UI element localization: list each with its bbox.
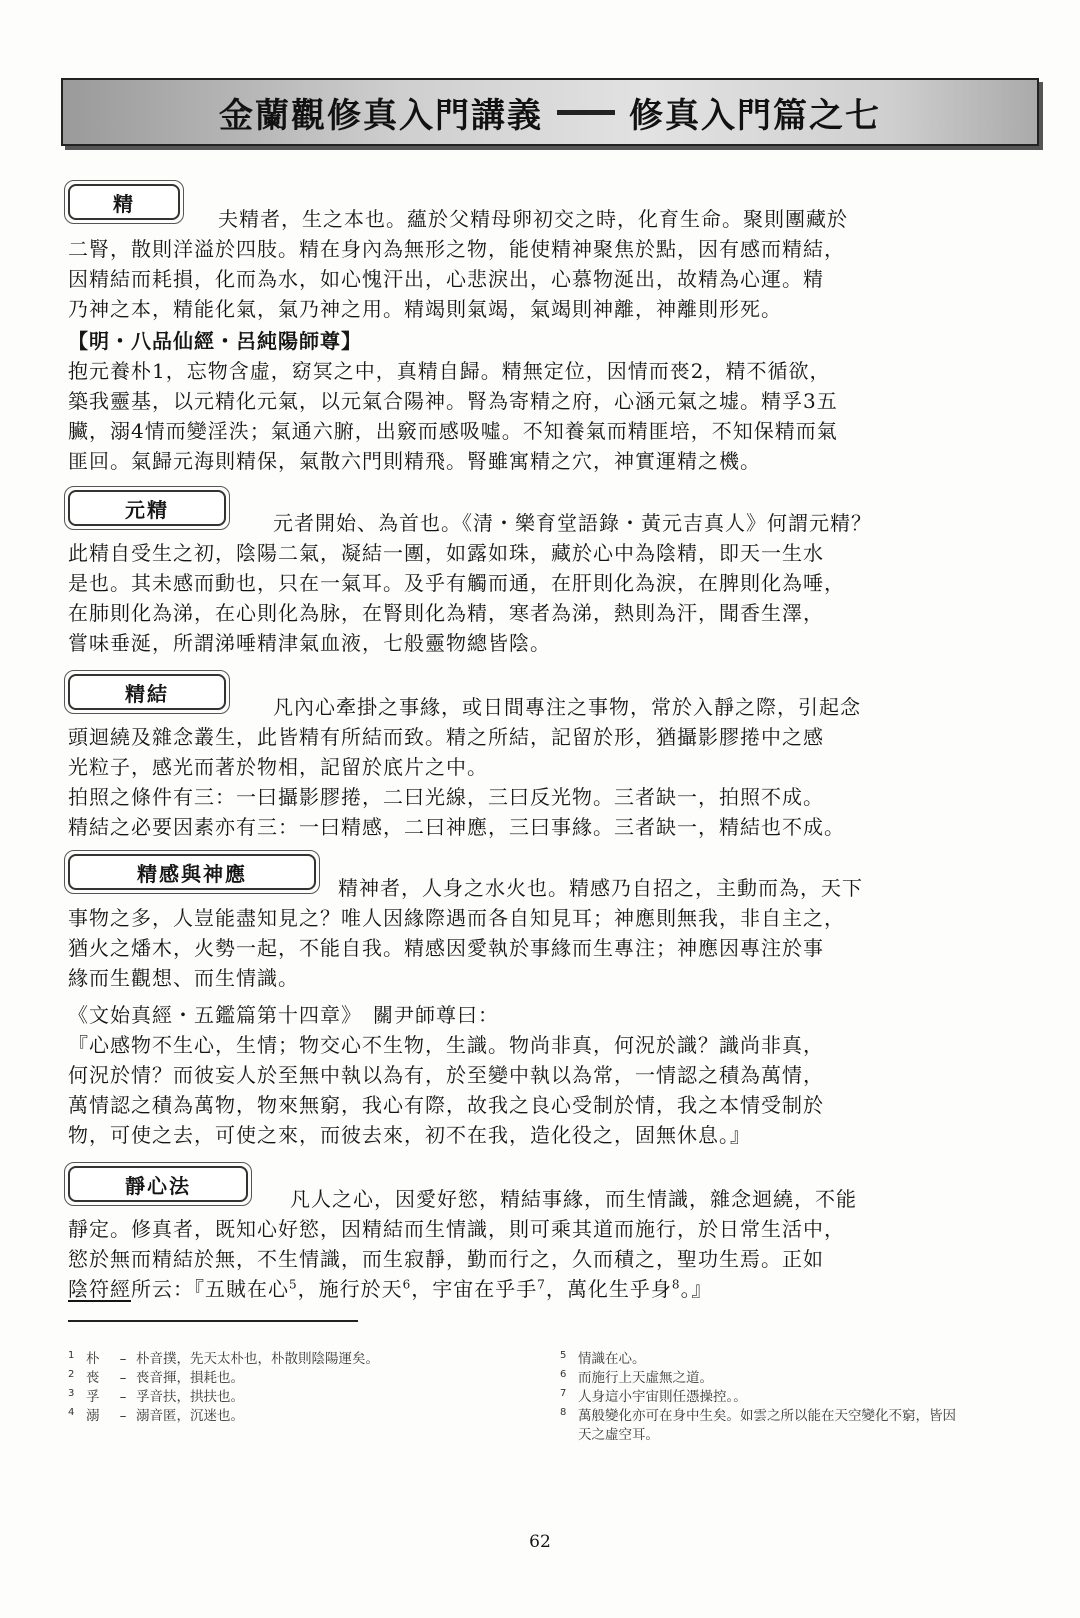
footnote bbox=[560, 1407, 960, 1445]
footnote bbox=[68, 1369, 508, 1388]
footnote-term: 朴 bbox=[86, 1351, 100, 1367]
footnote-text: 䘮音揮，損耗也。 bbox=[136, 1370, 244, 1386]
section-jingjie-text bbox=[68, 692, 988, 842]
page-subtitle: 修真入門篇之七 bbox=[629, 95, 881, 136]
footnote bbox=[560, 1369, 960, 1388]
footnote-number: 2 bbox=[68, 1369, 75, 1380]
page-title-banner bbox=[61, 78, 1039, 146]
text-line: 光粒子，感光而著於物相，記留於底片之中。 bbox=[68, 755, 488, 779]
text-line: 緣而生觀想、而生情識。 bbox=[68, 966, 299, 990]
quote-text: 所云：『五賊在心 bbox=[131, 1277, 289, 1301]
text-line: 元者開始、為首也。《清・樂育堂語錄・黃元吉真人》何謂元精？ bbox=[273, 511, 872, 535]
section-label: 精 bbox=[68, 184, 180, 220]
quote-text: ，萬化生乎身 bbox=[545, 1277, 672, 1301]
text-line: 慾於無而精結於無，不生情識，而生寂靜，勤而行之，久而積之，聖功生焉。正如 bbox=[68, 1247, 824, 1271]
footnote bbox=[68, 1350, 508, 1369]
footnote-ref: 8 bbox=[671, 1277, 681, 1292]
section-label: 元精 bbox=[68, 490, 226, 526]
text-line: 乃神之本，精能化氣，氣乃神之用。精竭則氣竭，氣竭則神離，神離則形死。 bbox=[68, 297, 782, 321]
title-dash bbox=[557, 110, 615, 115]
text-line: 是也。其未感而動也，只在一氣耳。及乎有觸而通，在肝則化為淚，在脾則化為唾， bbox=[68, 571, 845, 595]
citation-source: 《文始真經・五鑑篇第十四章》 關尹師尊曰： bbox=[68, 1003, 499, 1027]
text-line bbox=[68, 1274, 988, 1304]
section-jingxinfa-text bbox=[68, 1184, 988, 1304]
section-yuanjing-text bbox=[68, 508, 988, 658]
text-line: 精神者，人身之水火也。精感乃自招之，主動而為，天下 bbox=[338, 876, 863, 900]
citation-lv-chunyang bbox=[68, 326, 988, 476]
citation-wenshi-zhenjing bbox=[68, 1000, 988, 1150]
page-title: 金蘭觀修真入門講義 bbox=[219, 95, 543, 136]
footnote bbox=[68, 1407, 508, 1426]
page-number: 62 bbox=[529, 1532, 551, 1552]
footnote-term: 孚 bbox=[86, 1389, 100, 1405]
citation-source: 【明・八品仙經・呂純陽師尊】 bbox=[68, 329, 362, 353]
footnote-text: 朴音撲，先天太朴也，朴散則陰陽運矣。 bbox=[136, 1351, 379, 1367]
text-line: 萬情認之積為萬物，物來無窮，我心有際，故我之良心受制於情，我之本情受制於 bbox=[68, 1093, 824, 1117]
footnote-text: 人身這小宇宙則任憑操控。。 bbox=[578, 1389, 747, 1405]
footnote-ref: 7 bbox=[537, 1277, 546, 1292]
text-line: 靜定。修真者，既知心好慾，因精結而生情識，則可乘其道而施行，於日常生活中， bbox=[68, 1217, 845, 1241]
quote-text: ，宇宙在乎手 bbox=[411, 1277, 538, 1301]
text-line: 凡人之心，因愛好慾，精結事緣，而生情識，雜念迴繞，不能 bbox=[290, 1187, 857, 1211]
text-line: 二腎，散則洋溢於四肢。精在身內為無形之物，能使精神聚焦於點，因有感而精結， bbox=[68, 237, 845, 261]
footnote-text: 孚音扶，拱扶也。 bbox=[136, 1389, 244, 1405]
footnote-number: 1 bbox=[68, 1350, 75, 1361]
footnote-number: 6 bbox=[560, 1369, 567, 1380]
text-line: 何況於情？而彼妄人於至無中執以為有，於至變中執以為常，一情認之積為萬情， bbox=[68, 1063, 824, 1087]
footnote-ref: 5 bbox=[289, 1277, 298, 1292]
footnote-number: 4 bbox=[68, 1407, 75, 1418]
footnote-text: 而施行上天虛無之道。 bbox=[578, 1370, 713, 1386]
text-line: 夫精者，生之本也。蘊於父精母卵初交之時，化育生命。聚則團藏於 bbox=[218, 207, 848, 231]
text-line: 此精自受生之初，陰陽二氣，凝結一團，如露如珠，藏於心中為陰精，即天一生水 bbox=[68, 541, 824, 565]
text-line: 因精結而耗損，化而為水，如心愧汗出，心悲淚出，心慕物涎出，故精為心運。精 bbox=[68, 267, 824, 291]
footnote bbox=[560, 1350, 960, 1369]
footnote-number: 5 bbox=[560, 1350, 567, 1361]
text-line: 築我靈基，以元精化元氣，以元氣合陽神。腎為寄精之府，心涵元氣之墟。精孚3五 bbox=[68, 389, 838, 413]
footnote-text: 情識在心。 bbox=[578, 1351, 646, 1367]
footnote bbox=[68, 1388, 508, 1407]
text-line: 精結之必要因素亦有三：一曰精感，二曰神應，三曰事緣。三者缺一，精結也不成。 bbox=[68, 815, 845, 839]
footnotes-right bbox=[560, 1350, 960, 1445]
footnote-dash: – bbox=[119, 1389, 127, 1405]
text-line: 拍照之條件有三：一曰攝影膠捲，二曰光線，三曰反光物。三者缺一，拍照不成。 bbox=[68, 785, 824, 809]
footnote-number: 8 bbox=[560, 1407, 567, 1418]
text-line: 在肺則化為涕，在心則化為脉，在腎則化為精，寒者為涕，熱則為汗，聞香生澤， bbox=[68, 601, 824, 625]
footnote-ref: 6 bbox=[402, 1277, 412, 1292]
footnote-term: 溺 bbox=[86, 1408, 100, 1424]
section-jing-text bbox=[68, 204, 988, 324]
footnotes-left bbox=[68, 1350, 508, 1426]
text-line: 事物之多，人豈能盡知見之？唯人因緣際遇而各自知見耳；神應則無我，非自主之， bbox=[68, 906, 845, 930]
quote-text: 。』 bbox=[680, 1277, 713, 1301]
footnote-number: 3 bbox=[68, 1388, 75, 1399]
section-jinggan-text bbox=[68, 873, 988, 993]
footnote-divider bbox=[68, 1320, 358, 1322]
text-line: 猶火之燔木，火勢一起，不能自我。精感因愛執於事緣而生專注；神應因專注於事 bbox=[68, 936, 824, 960]
text-line: 頭迴繞及雜念叢生，此皆精有所結而致。精之所結，記留於形，猶攝影膠捲中之感 bbox=[68, 725, 824, 749]
section-label: 精感與神應 bbox=[68, 854, 316, 890]
text-line: 匪回。氣歸元海則精保，氣散六門則精飛。腎雖寓精之穴，神實運精之機。 bbox=[68, 449, 761, 473]
text-line: 嘗味垂涎，所謂涕唾精津氣血液，七般靈物總皆陰。 bbox=[68, 631, 551, 655]
quote-text: ，施行於天 bbox=[297, 1277, 403, 1301]
text-line: 物，可使之去，可使之來，而彼去來，初不在我，造化役之，固無休息。』 bbox=[68, 1123, 751, 1147]
text-line: 抱元養朴1，忘物含虛，窈冥之中，真精自歸。精無定位，因情而䘮2，精不循欲， bbox=[68, 359, 831, 383]
footnote-dash: – bbox=[119, 1408, 127, 1424]
footnote-text: 溺音匿，沉迷也。 bbox=[136, 1408, 244, 1424]
footnote-text: 萬般變化亦可在身中生矣。如雲之所以能在天空變化不窮，皆因天之虛空耳。 bbox=[578, 1408, 956, 1443]
footnote bbox=[560, 1388, 960, 1407]
section-label: 靜心法 bbox=[68, 1166, 248, 1202]
text-line: 凡內心牽掛之事緣，或日間專注之事物，常於入靜之際，引起念 bbox=[273, 695, 861, 719]
section-label: 精結 bbox=[68, 674, 226, 710]
footnote-dash: – bbox=[119, 1370, 127, 1386]
footnote-number: 7 bbox=[560, 1388, 567, 1399]
yinfujing-ref: 陰符經 bbox=[68, 1277, 131, 1301]
text-line: 臟，溺4情而變淫泆；氣通六腑，出竅而感吸噓。不知養氣而精匪培，不知保精而氣 bbox=[68, 419, 838, 443]
text-line: 『心感物不生心，生情；物交心不生物，生識。物尚非真，何況於識？識尚非真， bbox=[68, 1033, 824, 1057]
footnote-term: 䘮 bbox=[86, 1370, 100, 1386]
footnote-dash: – bbox=[119, 1351, 127, 1367]
